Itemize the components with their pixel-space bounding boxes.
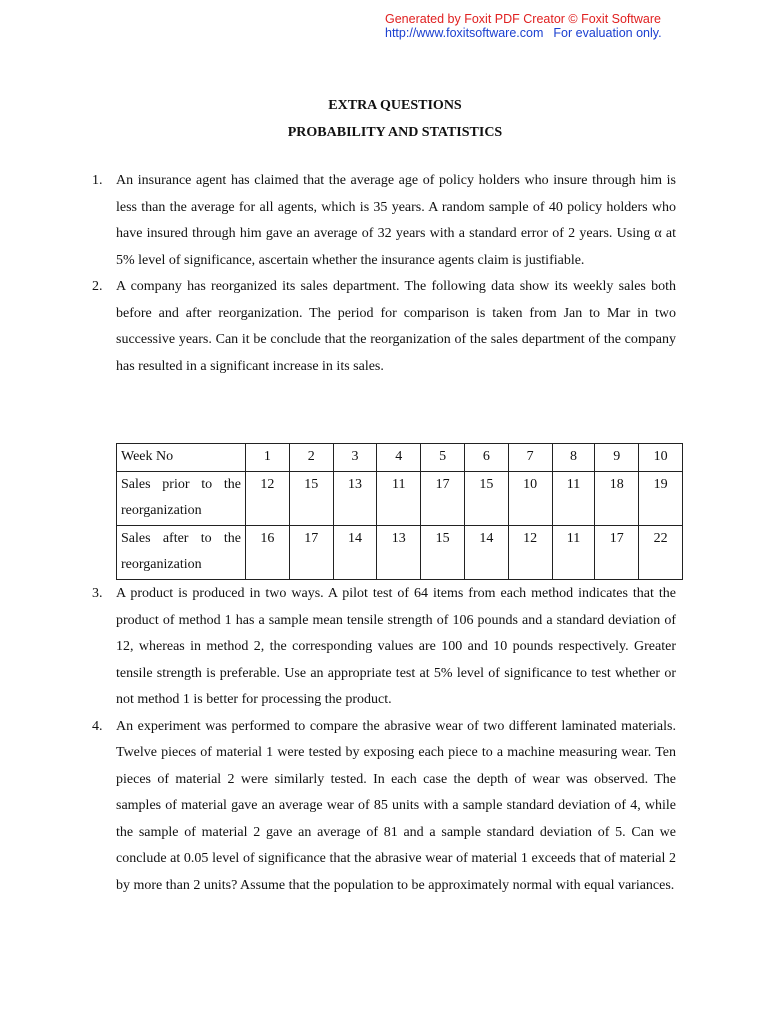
sales-cell: 16 xyxy=(246,525,290,579)
sales-cell: 12 xyxy=(508,525,552,579)
question-item xyxy=(92,168,676,274)
sales-cell: 15 xyxy=(421,525,465,579)
document-header xyxy=(0,92,768,146)
week-number-cell: 1 xyxy=(246,444,290,472)
table-row xyxy=(117,525,683,579)
question-item xyxy=(92,581,676,714)
week-number-cell: 10 xyxy=(639,444,683,472)
question-text: A product is produced in two ways. A pilot test of 64 items from each method indicates that the product of method 1 has a sample mean tensile strength of 106 pounds and a standard deviation of 12, whereas in method 2, the corresponding values are 100 and 10 pounds respectively. Greater tensile strength is preferable. Use an appropriate test at 5% level of significance to test whether or not method 1 is better for processing the product. xyxy=(116,586,676,707)
weekly-sales-table xyxy=(116,443,683,580)
watermark-note: For evaluation only. xyxy=(553,26,662,40)
watermark-url[interactable]: http://www.foxitsoftware.com xyxy=(385,26,544,40)
document-subtitle: PROBABILITY AND STATISTICS xyxy=(287,125,503,140)
sales-cell: 15 xyxy=(464,471,508,525)
watermark-line-1: Generated by Foxit PDF Creator © Foxit Software xyxy=(385,12,661,26)
table-row xyxy=(117,471,683,525)
watermark-line-2 xyxy=(385,26,662,40)
question-text: An experiment was performed to compare the abrasive wear of two different laminated materials. Twelve pieces of material 1 were tested by exposing each piece to a machine measuring wear. Ten pieces of material 2 were similarly tested. In each case the depth of wear was observed. The samples of material gave an average wear of 85 units with a sample standard deviation of 4, while the sample of material 2 gave an average of 81 and a sample standard deviation of 5. Can we conclude at 0.05 level of significance that the abrasive wear of material 1 exceeds that of material 2 by more than 2 units? Assume that the population to be approximately normal with equal variances. xyxy=(116,718,676,893)
week-number-cell: 7 xyxy=(508,444,552,472)
sales-cell: 13 xyxy=(333,471,377,525)
week-number-cell: 2 xyxy=(289,444,333,472)
week-number-cell: 5 xyxy=(421,444,465,472)
sales-cell: 13 xyxy=(377,525,421,579)
sales-cell: 14 xyxy=(333,525,377,579)
sales-cell: 15 xyxy=(289,471,333,525)
document-title: EXTRA QUESTIONS xyxy=(328,98,462,113)
question-number: 2. xyxy=(92,279,103,294)
week-number-cell: 6 xyxy=(464,444,508,472)
sales-cell: 11 xyxy=(377,471,421,525)
sales-cell: 10 xyxy=(508,471,552,525)
week-no-header: Week No xyxy=(117,444,246,472)
table-header-row xyxy=(117,444,683,472)
foxit-watermark xyxy=(385,12,662,40)
question-item xyxy=(92,274,676,380)
sales-cell: 18 xyxy=(595,471,639,525)
question-number: 3. xyxy=(92,586,103,601)
question-number: 1. xyxy=(92,173,103,188)
week-number-cell: 3 xyxy=(333,444,377,472)
sales-cell: 19 xyxy=(639,471,683,525)
week-number-cell: 9 xyxy=(595,444,639,472)
sales-cell: 12 xyxy=(246,471,290,525)
sales-cell: 17 xyxy=(421,471,465,525)
sales-cell: 22 xyxy=(639,525,683,579)
row-label: Sales prior to the reorganization xyxy=(117,471,246,525)
sales-cell: 17 xyxy=(289,525,333,579)
sales-cell: 17 xyxy=(595,525,639,579)
sales-cell: 11 xyxy=(552,525,595,579)
week-number-cell: 4 xyxy=(377,444,421,472)
question-text: A company has reorganized its sales department. The following data show its weekly sales both before and after reorganization. The period for comparison is taken from Jan to Mar in two successive years. Can it be conclude that the reorganization of the sales department of the company has resulted in a significant increase in its sales. xyxy=(116,279,676,374)
sales-cell: 14 xyxy=(464,525,508,579)
question-text: An insurance agent has claimed that the average age of policy holders who insure through him is less than the average for all agents, which is 35 years. A random sample of 40 policy holders who have insured through him gave an average of 32 years with a standard error of 2 years. Using α at 5% level of significance, ascertain whether the insurance agents claim is justifiable. xyxy=(116,173,676,268)
sales-cell: 11 xyxy=(552,471,595,525)
question-item xyxy=(92,714,676,900)
week-number-cell: 8 xyxy=(552,444,595,472)
question-number: 4. xyxy=(92,718,103,734)
row-label: Sales after to the reorganization xyxy=(117,525,246,579)
